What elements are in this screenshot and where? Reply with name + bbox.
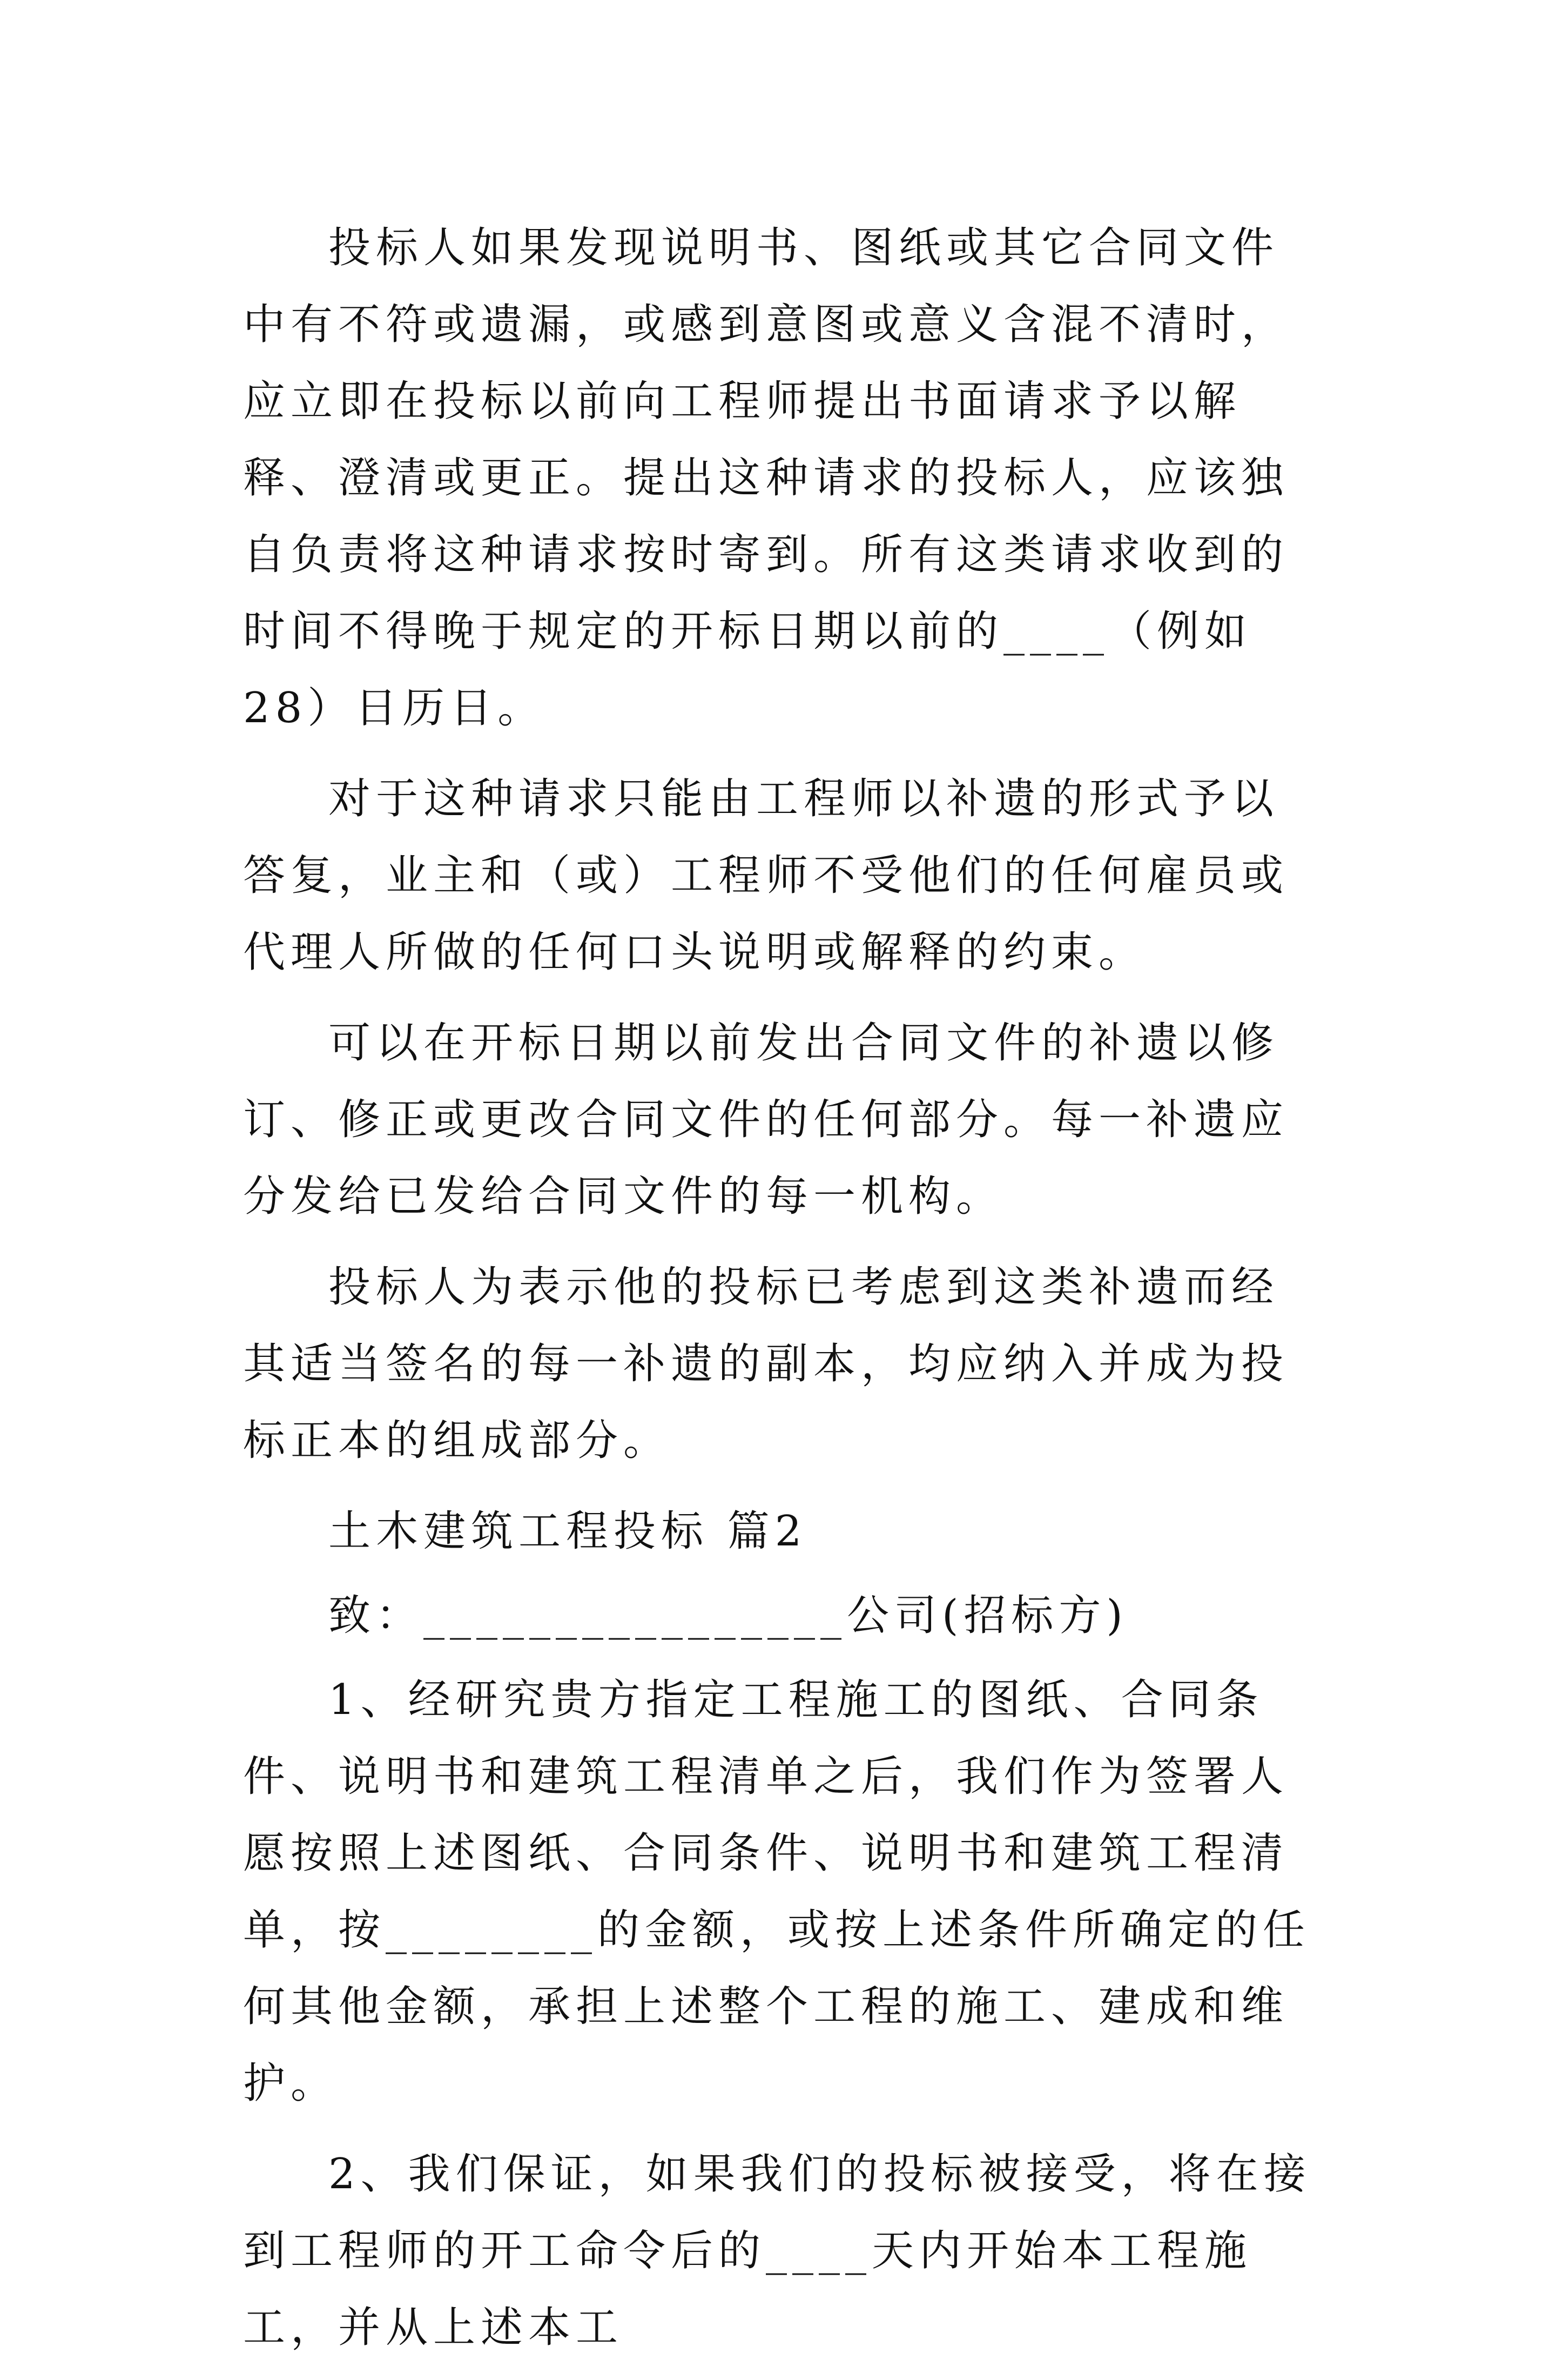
paragraph-addendum-signature: 投标人为表示他的投标已考虑到这类补遗而经其适当签名的每一补遗的副本，均应纳入并成为投标正本的组成部分。: [243, 1263, 1289, 1465]
section-heading: 土木建筑工程投标 篇2: [328, 1507, 807, 1556]
paragraph-clarification-request: 投标人如果发现说明书、图纸或其它合同文件中有不符或遗漏，或感到意图或意义含混不清时，应立即在投标以前向工程师提出书面请求予以解释、澄清或更正。提出这种请求的投标人，应该独自负责将这种请求按时寄到。所有这类请求收到的时间不得晚于规定的开标日期以前的____（例如28）日历日。: [243, 224, 1289, 732]
paragraph-addendum-reply: 对于这种请求只能由工程师以补遗的形式予以答复，业主和（或）工程师不受他们的任何雇员或代理人所做的任何口头说明或解释的约束。: [243, 775, 1289, 977]
document-body: [243, 210, 1323, 2380]
paragraph-addendum-issue: 可以在开标日期以前发出合同文件的补遗以修订、修正或更改合同文件的任何部分。每一补遗应分发给已发给合同文件的每一机构。: [243, 1019, 1289, 1221]
paragraph-clause-1: 1、经研究贵方指定工程施工的图纸、合同条件、说明书和建筑工程清单之后，我们作为签署人愿按照上述图纸、合同条件、说明书和建筑工程清单，按________的金额，或按上述条件所确定的任何其他金额，承担上述整个工程的施工、建成和维护。: [243, 1676, 1311, 2108]
addressee-line: 致：________________公司(招标方): [328, 1591, 1128, 1640]
paragraph-clause-2: 2、我们保证，如果我们的投标被接受，将在接到工程师的开工命令后的____天内开始本工程施工，并从上述本工: [243, 2150, 1311, 2352]
